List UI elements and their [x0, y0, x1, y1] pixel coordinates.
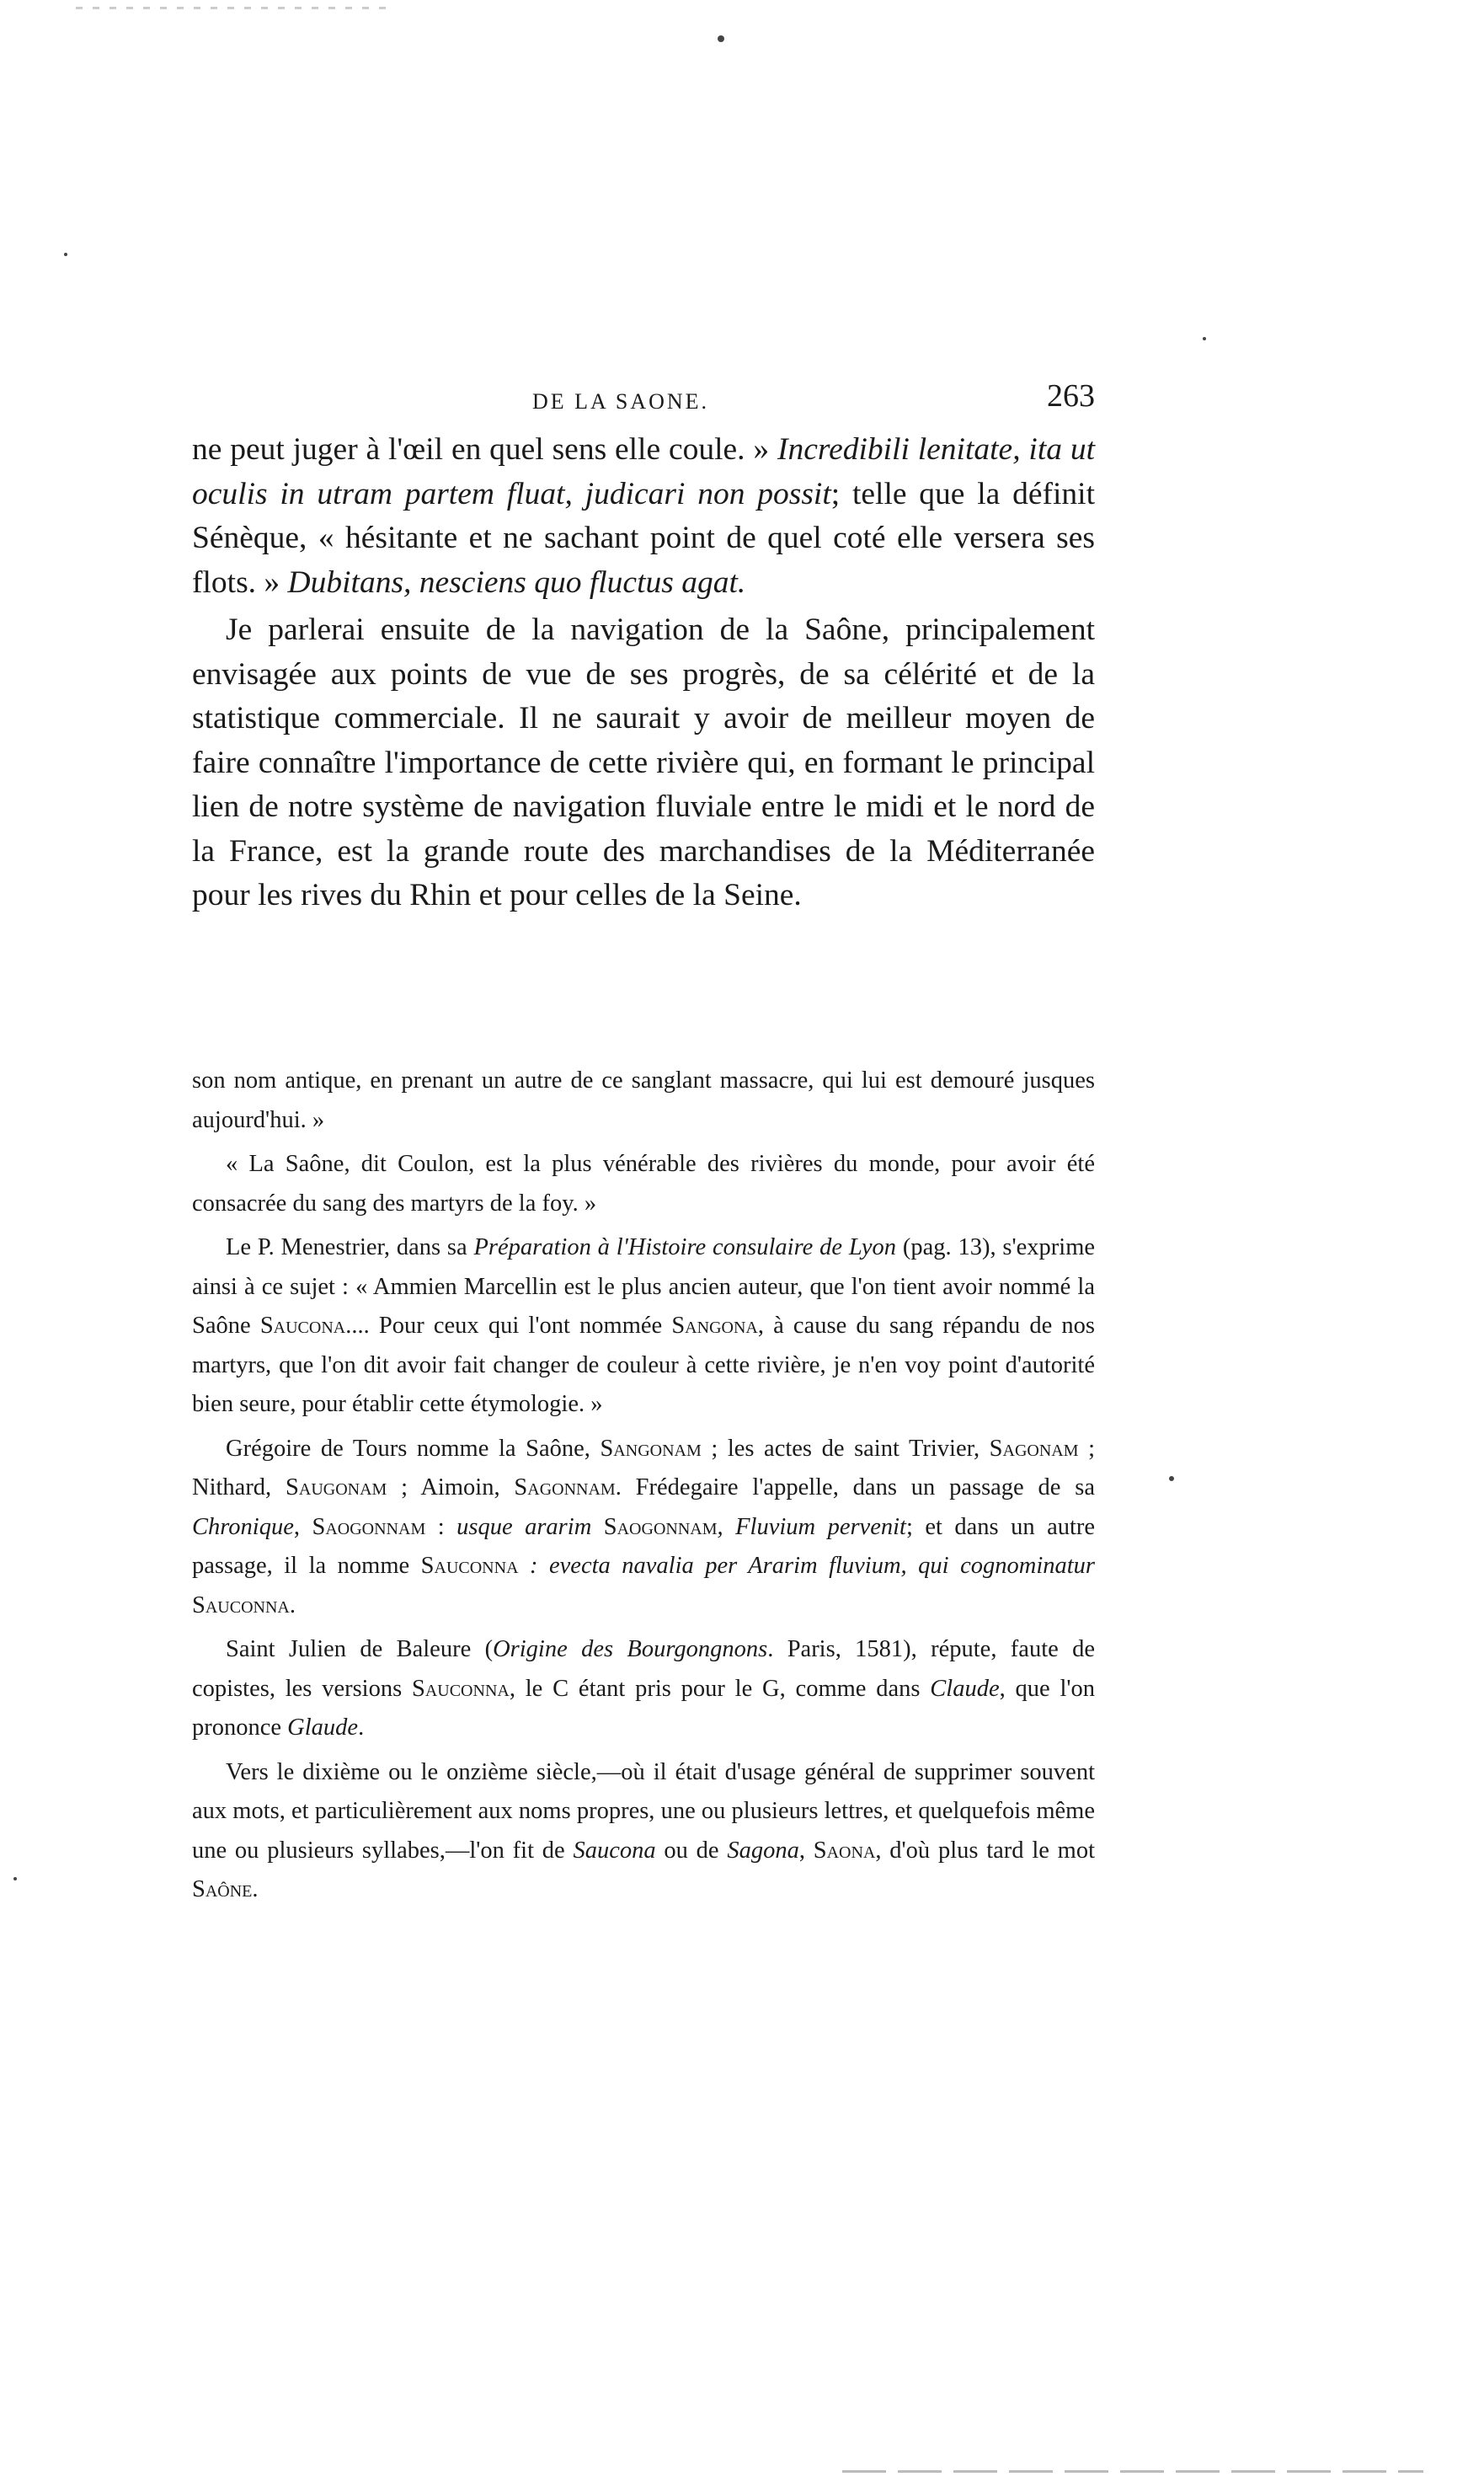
main-paragraph-1: ne peut juger à l'œil en quel sens elle coule. » Incredibili lenitate, ita ut oculis in utram partem fluat, judicari non possit; telle que la définit Sénèque, « hésitante et ne sachant point de quel coté elle versera ses flots. » Dubitans, nesciens quo fluctus agat.	[192, 432, 1095, 600]
note-3: Le P. Menestrier, dans sa Préparation à l'Histoire consulaire de Lyon (pag. 13), s'exprime ainsi à ce sujet : « Ammien Marcellin est le plus ancien auteur, que l'on tient avoir nommé la Saône Saucona.... Pour ceux qui l'ont nommée Sangona, à cause du sang répandu de nos martyrs, que l'on dit avoir fait changer de couleur à cette rivière, je n'en voy point d'autorité bien seure, pour établir cette étymologie. »	[192, 1234, 1096, 1417]
ink-speck	[718, 35, 724, 42]
footnotes	[192, 1062, 1095, 1915]
ink-speck	[1169, 1476, 1174, 1481]
note-1: son nom antique, en prenant un autre de ce sanglant massacre, qui lui est demouré jusques aujourd'hui. »	[192, 1067, 1095, 1133]
main-text	[192, 428, 1095, 918]
ink-speck	[13, 1877, 17, 1880]
page-header	[192, 377, 1095, 428]
page-number: 263	[1047, 378, 1095, 414]
note-2: « La Saône, dit Coulon, est la plus vénérable des rivières du monde, pour avoir été consacrée du sang des martyrs de la foy. »	[192, 1151, 1095, 1217]
main-paragraph-2: Je parlerai ensuite de la navigation de la Saône, principalement envisagée aux points de vue de ses progrès, de sa célérité et de la statistique commerciale. Il ne saurait y avoir de meilleur moyen de faire connaître l'importance de cette rivière qui, en formant le principal lien de notre système de navigation fluviale entre le midi et le nord de la France, est la grande route des marchandises de la Méditerranée pour les rives du Rhin et pour celles de la Seine.	[192, 612, 1095, 912]
running-head: DE LA SAONE.	[532, 389, 710, 414]
note-5: Saint Julien de Baleure (Origine des Bourgongnons. Paris, 1581), répute, faute de copistes, les versions Sauconna, le C étant pris pour le G, comme dans Claude, que l'on prononce Glaude.	[192, 1636, 1096, 1741]
scan-noise	[76, 7, 396, 9]
ink-speck	[64, 253, 67, 256]
ink-speck	[1203, 337, 1206, 340]
scan-noise	[842, 2470, 1423, 2473]
note-4: Grégoire de Tours nomme la Saône, Sangonam ; les actes de saint Trivier, Sagonam ; Nithard, Saugonam ; Aimoin, Sagonnam. Frédegaire l'appelle, dans un passage de sa Chronique, Saogonnam : usque ararim Saogonnam, Fluvium pervenit; et dans un autre passage, il la nomme Sauconna : evecta navalia per Ararim fluvium, qui cognominatur Sauconna.	[192, 1435, 1096, 1618]
note-6: Vers le dixième ou le onzième siècle,—où il était d'usage général de supprimer souvent aux mots, et particulièrement aux noms propres, une ou plusieurs lettres, et quelquefois même une ou plusieurs syllabes,—l'on fit de Saucona ou de Sagona, Saona, d'où plus tard le mot Saône.	[192, 1758, 1096, 1902]
